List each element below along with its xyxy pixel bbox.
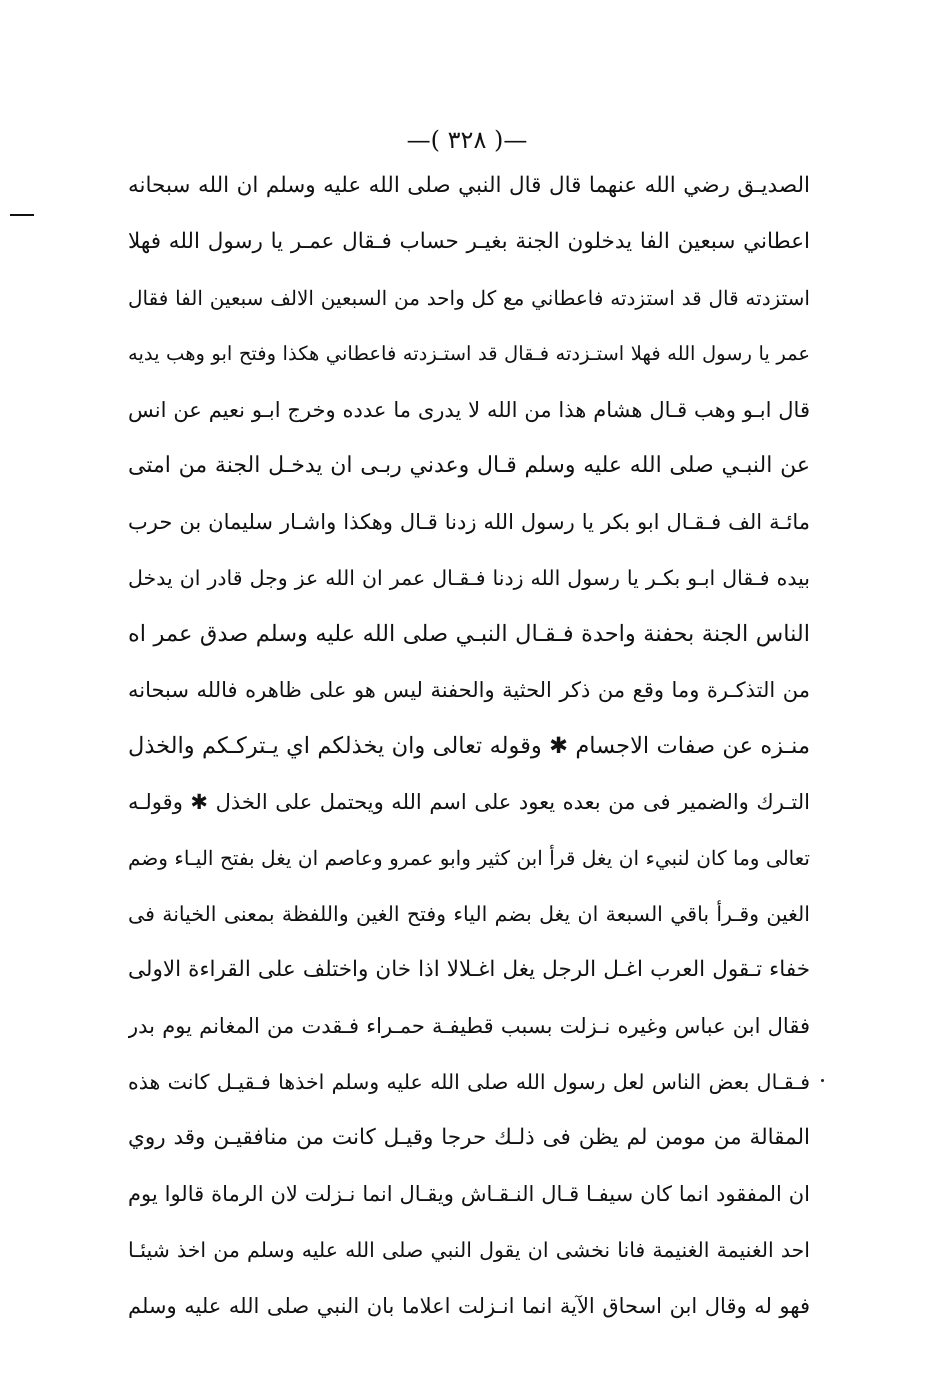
- print-speck: [821, 1079, 824, 1082]
- text-line: مائـة الف فـقـال ابو بكر يا رسول الله زدنا قـال وهكذا واشـار سليمان بن حرب: [128, 510, 810, 534]
- margin-mark: [10, 214, 34, 216]
- text-line: ان المفقود انما كان سيفـا قـال النـقـاش ويقـال انما نـزلت لان الرماة قالوا يوم: [128, 1182, 810, 1206]
- text-line: التـرك والضمير فى من بعده يعود على اسم الله ويحتمل على الخذل ✱ وقولـه: [128, 790, 810, 814]
- text-line: اعطاني سبعين الفا يدخلون الجنة بغيـر حساب فـقال عمـر يا رسول الله فهلا: [128, 229, 810, 254]
- text-line: خفاء تـقول العرب اغـل الرجل يغل اغـلالا اذا خان واختلف على القراءة الاولى: [128, 957, 810, 982]
- text-line: فـقـال بعض الناس لعل رسول الله صلى الله عليه وسلم اخذها فـقيـل كانت هذه: [128, 1070, 810, 1094]
- text-line: عمر يا رسول الله فهلا استـزدته فـقال قد استـزدته فاعطاني هكذا وفتح ابو وهب يديه: [128, 342, 810, 365]
- text-line: الناس الجنة بحفنة واحدة فـقـال النبـي صلى الله عليه وسلم صدق عمر اه: [128, 621, 810, 647]
- body-text: [128, 158, 810, 1334]
- text-line: فقال ابن عباس وغيره نـزلت بسبب قطيفـة حمـراء فـقدت من المغانم يوم بدر: [128, 1014, 810, 1038]
- text-line: استزدته قال قد استزدته فاعطاني مع كل واحد من السبعين الالف سبعين الفا فقال: [128, 286, 810, 310]
- text-line: بيده فـقال ابـو بكـر يا رسول الله زدنا فـقـال عمر ان الله عز وجل قادر ان يدخل: [128, 566, 810, 590]
- page-number: —( ٣٢٨ )—: [406, 126, 528, 154]
- text-line: احد الغنيمة الغنيمة فانا نخشى ان يقول النبي صلى الله عليه وسلم من اخذ شيئـا: [128, 1238, 810, 1262]
- text-line: الصديـق رضي الله عنهما قال قال النبي صلى الله عليه وسلم ان الله سبحانه: [128, 173, 810, 198]
- text-line: منـزه عن صفات الاجسام ✱ وقوله تعالى وان يخذلكم اي يـتركـكم والخذل: [128, 733, 810, 759]
- text-line: الغين وقـرأ باقي السبعة ان يغل بضم الياء وفتح الغين واللفظة بمعنى الخيانة فى: [128, 902, 810, 926]
- text-line: من التذكـرة وما وقع من ذكر الحثية والحفنة ليس هو على ظاهره فالله سبحانه: [128, 678, 810, 702]
- text-line: فهو له وقال ابن اسحاق الآية انما انـزلت اعلاما بان النبي صلى الله عليه وسلم: [128, 1294, 810, 1318]
- text-line: عن النبـي صلى الله عليه وسلم قـال وعدني ربـى ان يدخـل الجنة من امتى: [128, 453, 810, 478]
- text-line: تعالى وما كان لنبيء ان يغل قرأ ابن كثير وابو عمرو وعاصم ان يغل بفتح اليـاء وضم: [128, 846, 810, 870]
- text-line: المقالة من مومن لم يظن فى ذلـك حرجا وقيـل كانت من منافقيـن وقد روي: [128, 1125, 810, 1150]
- text-line: قال ابـو وهب قـال هشام هذا من الله لا يدرى ما عدده وخرج ابـو نعيم عن انس: [128, 398, 810, 422]
